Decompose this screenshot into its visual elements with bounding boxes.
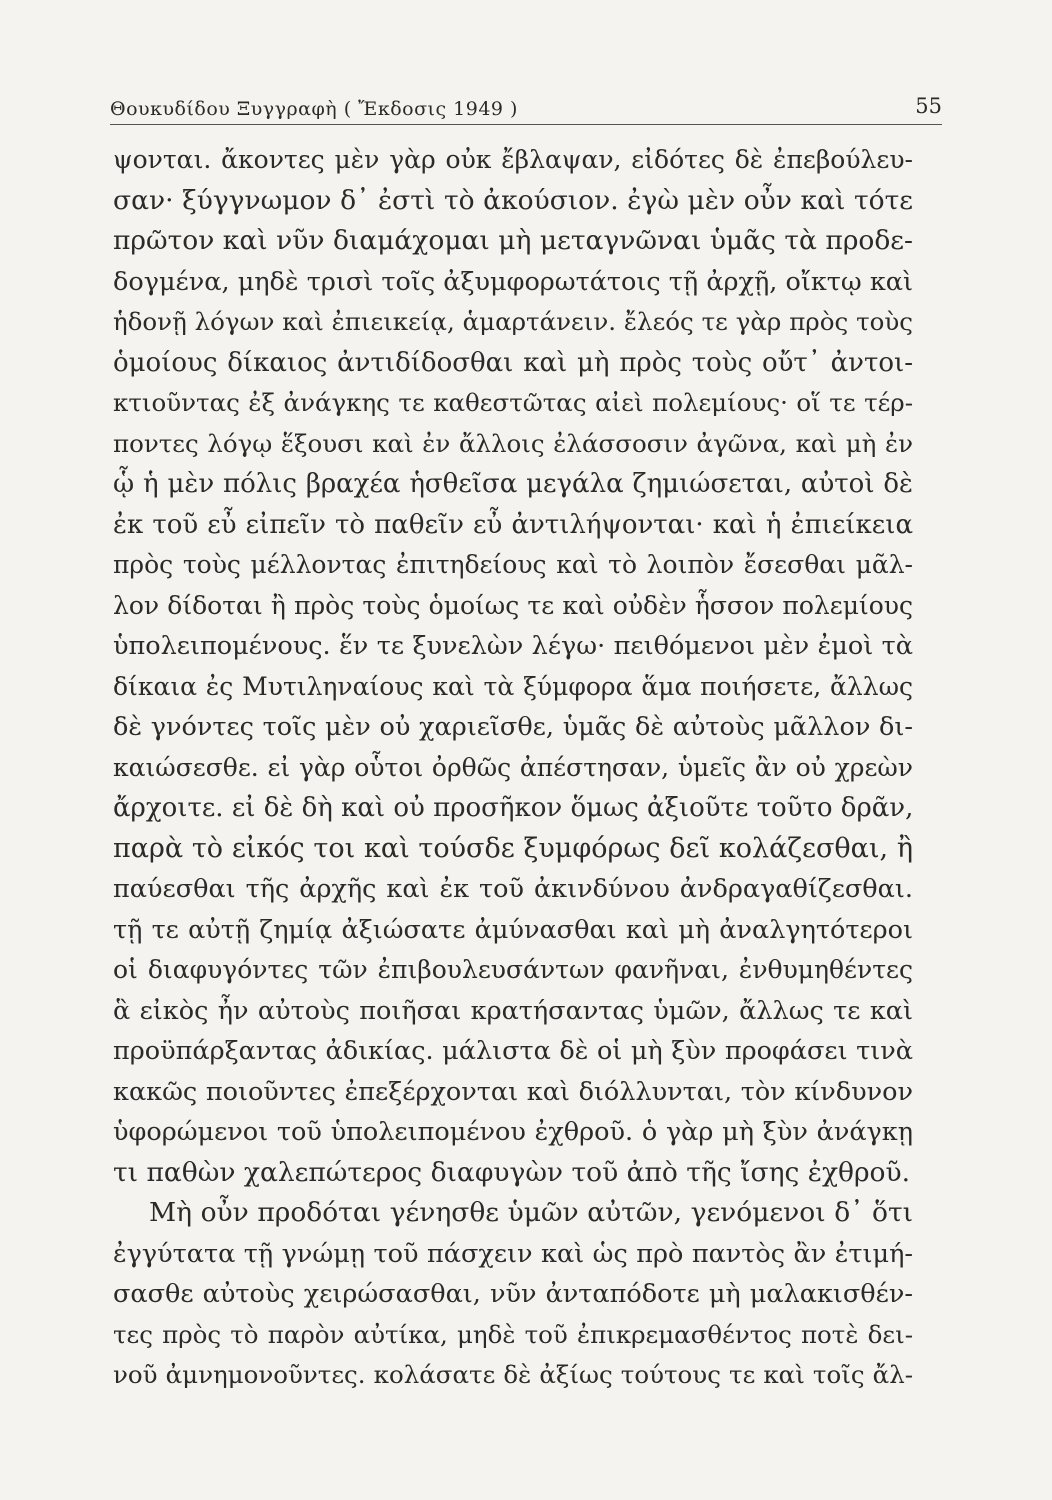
text-line: οἱ διαφυγόντες τῶν ἐπιβουλευσάντων φανῆναι, ἐνθυμηθέντες	[113, 955, 913, 984]
text-line: πρῶτον καὶ νῦν διαμάχομαι μὴ μεταγνῶναι ὑμᾶς τὰ προδε-	[113, 225, 913, 256]
text-line: ᾧ ἡ μὲν πόλις βραχέα ἡσθεῖσα μεγάλα ζημιώσεται, αὐτοὶ δὲ	[113, 469, 913, 499]
text-line: λον δίδοται ἢ πρὸς τοὺς ὁμοίως τε καὶ οὐδὲν ἧσσον πολεμίους	[113, 590, 913, 620]
text-line: ἄρχοιτε. εἰ δὲ δὴ καὶ οὐ προσῆκον ὅμως ἀξιοῦτε τοῦτο δρᾶν,	[113, 793, 913, 823]
text-line: ὁμοίους δίκαιος ἀντιδίδοσθαι καὶ μὴ πρὸς τοὺς οὔτ᾽ ἀντοι-	[113, 347, 913, 378]
text-line: ἃ εἰκὸς ἦν αὐτοὺς ποιῆσαι κρατήσαντας ὑμῶν, ἄλλως τε καὶ	[113, 995, 913, 1026]
text-line: τῇ τε αὐτῇ ζημίᾳ ἀξιώσατε ἀμύνασθαι καὶ μὴ ἀναλγητότεροι	[113, 914, 913, 945]
text-line: παρὰ τὸ εἰκός τοι καὶ τούσδε ξυμφόρως δεῖ κολάζεσθαι, ἢ	[113, 832, 913, 864]
text-line: ἐκ τοῦ εὖ εἰπεῖν τὸ παθεῖν εὖ ἀντιλήψονται· καὶ ἡ ἐπιείκεια	[113, 509, 913, 540]
text-line: ὑπολειπομένους. ἕν τε ξυνελὼν λέγω· πειθόμενοι μὲν ἐμοὶ τὰ	[113, 631, 913, 661]
header-title: Θουκυδίδου Ξυγγραφὴ ( Ἔκδοσις 1949 )	[110, 98, 518, 120]
text-line: παύεσθαι τῆς ἀρχῆς καὶ ἐκ τοῦ ἀκινδύνου ἀνδραγαθίζεσθαι.	[113, 874, 913, 904]
running-header	[110, 92, 942, 125]
text-line: τες πρὸς τὸ παρὸν αὐτίκα, μηδὲ τοῦ ἐπικρεμασθέντος ποτὲ δει-	[113, 1319, 913, 1349]
text-line: καιώσεσθε. εἰ γὰρ οὗτοι ὀρθῶς ἀπέστησαν, ὑμεῖς ἂν οὐ χρεὼν	[113, 752, 913, 782]
text-line: δίκαια ἐς Μυτιληναίους καὶ τὰ ξύμφορα ἅμα ποιήσετε, ἄλλως	[113, 671, 913, 701]
text-line: νοῦ ἀμνημονοῦντες. κολάσατε δὲ ἀξίως τούτους τε καὶ τοῖς ἄλ-	[113, 1360, 913, 1389]
text-line: σαν· ξύγγνωμον δ᾽ ἐστὶ τὸ ἀκούσιον. ἐγὼ μὲν οὖν καὶ τότε	[113, 184, 913, 216]
text-line: κακῶς ποιοῦντες ἐπεξέρχονται καὶ διόλλυνται, τὸν κίνδυνον	[113, 1076, 913, 1107]
text-line: πρὸς τοὺς μέλλοντας ἐπιτηδείους καὶ τὸ λοιπὸν ἔσεσθαι μᾶλ-	[113, 550, 913, 579]
body-text	[113, 140, 913, 1396]
text-line: σασθε αὐτοὺς χειρώσασθαι, νῦν ἀνταπόδοτε μὴ μαλακισθέν-	[113, 1279, 913, 1309]
page-number: 55	[915, 94, 942, 118]
text-line: ποντες λόγῳ ἕξουσι καὶ ἐν ἄλλοις ἐλάσσοσιν ἀγῶνα, καὶ μὴ ἐν	[113, 428, 913, 458]
text-line: προϋπάρξαντας ἀδικίας. μάλιστα δὲ οἱ μὴ ξὺν προφάσει τινὰ	[113, 1036, 913, 1066]
text-line: ὑφορώμενοι τοῦ ὑπολειπομένου ἐχθροῦ. ὁ γὰρ μὴ ξὺν ἀνάγκῃ	[113, 1117, 913, 1147]
text-line: ἐγγύτατα τῇ γνώμῃ τοῦ πάσχειν καὶ ὡς πρὸ παντὸς ἂν ἐτιμή-	[113, 1238, 913, 1269]
paragraph-start-line: Μὴ οὖν προδόται γένησθε ὑμῶν αὐτῶν, γενόμενοι δ᾽ ὅτι	[149, 1197, 913, 1228]
text-line: ἡδονῇ λόγων καὶ ἐπιεικείᾳ, ἁμαρτάνειν. ἔλεός τε γὰρ πρὸς τοὺς	[113, 307, 913, 336]
text-line: τι παθὼν χαλεπώτερος διαφυγὼν τοῦ ἀπὸ τῆς ἴσης ἐχθροῦ.	[113, 1156, 911, 1188]
text-line: δὲ γνόντες τοῖς μὲν οὐ χαριεῖσθε, ὑμᾶς δὲ αὐτοὺς μᾶλλον δι-	[113, 712, 913, 742]
text-line: ψονται. ἄκοντες μὲν γὰρ οὐκ ἔβλαψαν, εἰδότες δὲ ἐπεβούλευ-	[113, 145, 913, 174]
text-line: δογμένα, μηδὲ τρισὶ τοῖς ἀξυμφορωτάτοις τῇ ἀρχῇ, οἴκτῳ καὶ	[113, 266, 913, 297]
text-line: κτιοῦντας ἐξ ἀνάγκης τε καθεστῶτας αἰεὶ πολεμίους· οἵ τε τέρ-	[113, 388, 913, 417]
